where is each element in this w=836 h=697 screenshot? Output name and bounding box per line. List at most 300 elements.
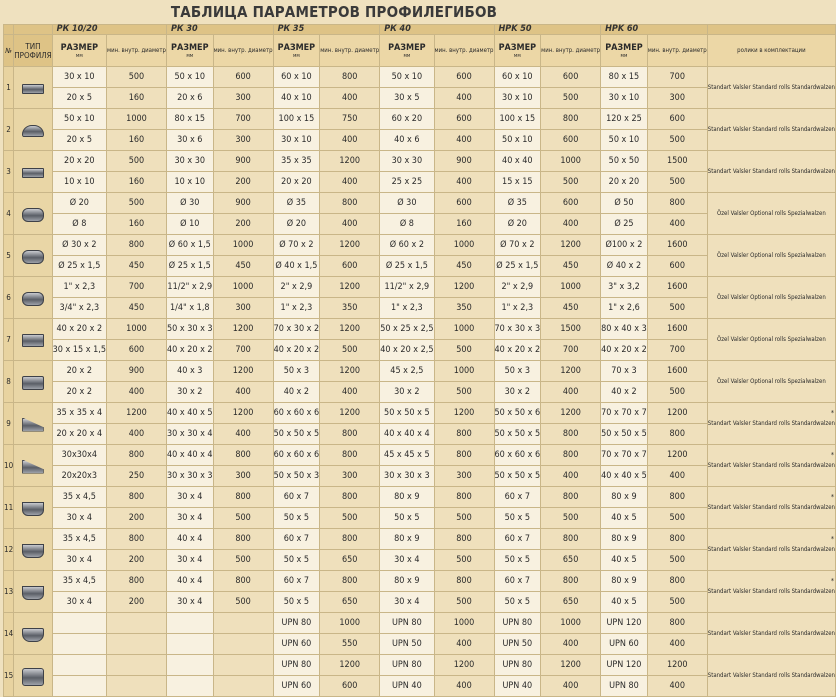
size-value: 60 x 7 [494, 571, 541, 592]
rollers-note [707, 67, 835, 109]
size-value: Ø 8 [52, 214, 106, 235]
diameter-value [213, 655, 273, 676]
diameter-value: 800 [107, 571, 167, 592]
size-value: 50 x 50 x 5 [273, 424, 320, 445]
min-diameter-header: мин. внутр. диаметр [107, 35, 167, 67]
size-value: 30 x 30 x 3 [166, 466, 213, 487]
size-value: UPN 40 [380, 676, 434, 697]
rollers-text: Standart Valsler Standard rolls Standardwalzen [707, 630, 835, 637]
diameter-value: 800 [107, 529, 167, 550]
diameter-value: 1000 [213, 235, 273, 256]
diameter-value [213, 634, 273, 655]
profile-image [14, 235, 52, 277]
rollers-note [707, 529, 835, 571]
star-mark: * [830, 577, 834, 585]
diameter-value: 1200 [541, 361, 601, 382]
rollers-text: Standart Valsler Standard rolls Standardwalzen [707, 420, 835, 427]
diameter-value: 400 [434, 130, 494, 151]
profile-flat-icon [22, 168, 43, 178]
size-value: 35 x 35 x 4 [52, 403, 106, 424]
row-number: 13 [4, 571, 14, 613]
diameter-value: 800 [107, 235, 167, 256]
size-value: 20 x 5 [52, 88, 106, 109]
diameter-value: 600 [434, 67, 494, 88]
profile-tube-icon [22, 292, 43, 306]
table-row [4, 403, 836, 424]
size-value: Ø 40 x 2 [601, 256, 648, 277]
row-number: 7 [4, 319, 14, 361]
diameter-value: 400 [541, 382, 601, 403]
size-value: 40 x 20 x 2 [601, 340, 648, 361]
rollers-text: Standart Valsler Standard rolls Standardwalzen [707, 126, 835, 133]
diameter-value: 1200 [213, 403, 273, 424]
size-value: 30 x 4 [52, 508, 106, 529]
size-value: UPN 120 [601, 613, 648, 634]
diameter-value: 1600 [647, 361, 707, 382]
profile-tube-icon [22, 250, 43, 264]
size-value: Ø 25 [601, 214, 648, 235]
size-value: 40 x 20 x 2 [52, 319, 106, 340]
size-unit: мм [620, 52, 628, 59]
profile-image [14, 151, 52, 193]
diameter-value: 1000 [434, 319, 494, 340]
size-unit: мм [186, 52, 194, 59]
size-value: 50 x 5 [273, 550, 320, 571]
diameter-value: 300 [213, 298, 273, 319]
table-row [4, 571, 836, 592]
table-row [4, 151, 836, 172]
diameter-value [107, 655, 167, 676]
rollers-note [707, 571, 835, 613]
profile-rect-icon [22, 334, 43, 347]
diameter-value: 500 [107, 193, 167, 214]
size-header [273, 35, 320, 67]
machine-header: РК 30 [166, 25, 273, 35]
size-value: 80 x 9 [380, 529, 434, 550]
diameter-value: 500 [647, 298, 707, 319]
profile-image [14, 571, 52, 613]
table-row [4, 655, 836, 676]
profile-tee-icon [22, 502, 43, 516]
size-value: UPN 80 [273, 655, 320, 676]
size-value: 40 x 10 [273, 88, 320, 109]
profile-image [14, 445, 52, 487]
profile-image [14, 529, 52, 571]
diameter-value: 700 [647, 340, 707, 361]
diameter-value: 800 [647, 613, 707, 634]
diameter-value: 1200 [213, 361, 273, 382]
diameter-value: 700 [213, 109, 273, 130]
diameter-value: 400 [107, 424, 167, 445]
diameter-value: 500 [541, 508, 601, 529]
rollers-text: Standart Valsler Standard rolls Standardwalzen [707, 504, 835, 511]
size-header [52, 35, 106, 67]
diameter-value: 400 [541, 466, 601, 487]
row-number: 10 [4, 445, 14, 487]
diameter-value: 250 [107, 466, 167, 487]
diameter-value: 600 [107, 340, 167, 361]
diameter-value: 1200 [320, 361, 380, 382]
size-value: 30 x 5 [380, 88, 434, 109]
diameter-value: 400 [320, 214, 380, 235]
diameter-value: 500 [647, 550, 707, 571]
size-value: 50 x 50 x 5 [494, 466, 541, 487]
diameter-value: 1000 [213, 277, 273, 298]
diameter-value: 350 [320, 298, 380, 319]
rollers-note [707, 319, 835, 361]
rollers-note [707, 109, 835, 151]
star-mark: * [830, 493, 834, 501]
diameter-value: 200 [213, 172, 273, 193]
diameter-value: 1000 [320, 613, 380, 634]
profile-chan-icon [22, 628, 43, 642]
diameter-value: 800 [541, 571, 601, 592]
diameter-value [107, 613, 167, 634]
diameter-value: 1200 [541, 235, 601, 256]
size-value: 60 x 60 x 6 [494, 445, 541, 466]
rollers-note [707, 613, 835, 655]
diameter-value: 400 [320, 382, 380, 403]
size-label: РАЗМЕР [498, 42, 537, 53]
machine-header: РК 10/20 [52, 25, 166, 35]
diameter-value: 400 [434, 676, 494, 697]
size-value [166, 634, 213, 655]
diameter-value: 500 [213, 550, 273, 571]
size-value: 10 x 10 [52, 172, 106, 193]
diameter-value: 800 [434, 487, 494, 508]
size-value: 60 x 7 [494, 529, 541, 550]
size-value: 20 x 20 [273, 172, 320, 193]
size-value: Ø 8 [380, 214, 434, 235]
size-value: 40 x 40 x 5 [601, 466, 648, 487]
size-value: 30x30x4 [52, 445, 106, 466]
table-row [4, 529, 836, 550]
diameter-value: 160 [107, 172, 167, 193]
size-value: Ø 70 x 2 [273, 235, 320, 256]
size-value: Ø 30 [166, 193, 213, 214]
header-blank [707, 25, 835, 35]
page-title: ТАБЛИЦА ПАРАМЕТРОВ ПРОФИЛЕГИБОВ [170, 3, 498, 21]
profile-image [14, 613, 52, 655]
size-value [166, 655, 213, 676]
table-row [4, 445, 836, 466]
rollers-text: Özel Valsler Optional rolls Spezialwalzen [716, 210, 826, 217]
diameter-value: 600 [434, 109, 494, 130]
diameter-value: 1000 [107, 319, 167, 340]
size-value: 40 x 6 [380, 130, 434, 151]
diameter-value: 1200 [434, 655, 494, 676]
rollers-text: Standart Valsler Standard rolls Standardwalzen [707, 168, 835, 175]
profile-sq-icon [22, 376, 43, 390]
diameter-value: 800 [213, 571, 273, 592]
size-value: 20 x 2 [52, 382, 106, 403]
parameters-table [3, 24, 836, 697]
size-value: 50 x 10 [494, 130, 541, 151]
diameter-value: 450 [541, 256, 601, 277]
size-value: 30 x 4 [166, 592, 213, 613]
profile-ang-icon [22, 418, 43, 432]
size-value: 80 x 9 [601, 487, 648, 508]
diameter-value: 160 [107, 88, 167, 109]
diameter-value: 400 [213, 424, 273, 445]
diameter-value: 500 [213, 508, 273, 529]
table-row [4, 361, 836, 382]
profile-type-header: ТИП ПРОФИЛЯ [14, 35, 52, 67]
min-diameter-header: мин. внутр. диаметр [647, 35, 707, 67]
size-value: 30 x 30 [380, 151, 434, 172]
size-value: 30 x 4 [52, 550, 106, 571]
diameter-value: 1000 [107, 109, 167, 130]
profile-image [14, 193, 52, 235]
rollers-text: Standart Valsler Standard rolls Standardwalzen [707, 84, 835, 91]
size-value: 50 x 5 [494, 550, 541, 571]
diameter-value: 900 [213, 151, 273, 172]
diameter-value: 650 [541, 550, 601, 571]
size-value: UPN 50 [380, 634, 434, 655]
diameter-value: 300 [213, 130, 273, 151]
table-row [4, 67, 836, 88]
diameter-value: 1200 [107, 403, 167, 424]
diameter-value: 800 [107, 487, 167, 508]
size-value: 60 x 10 [273, 67, 320, 88]
size-value: 50 x 50 x 3 [273, 466, 320, 487]
size-value: 35 x 4,5 [52, 487, 106, 508]
diameter-value: 400 [320, 88, 380, 109]
size-value: 50 x 3 [273, 361, 320, 382]
size-value: Ø 10 [166, 214, 213, 235]
diameter-value: 1500 [647, 151, 707, 172]
diameter-value: 200 [107, 550, 167, 571]
profile-image [14, 361, 52, 403]
size-value: 50 x 30 x 3 [166, 319, 213, 340]
diameter-value: 500 [647, 172, 707, 193]
size-value: Ø 25 x 1,5 [166, 256, 213, 277]
profile-ang-icon [22, 460, 43, 474]
size-header [494, 35, 541, 67]
diameter-value: 600 [541, 130, 601, 151]
diameter-value: 300 [320, 466, 380, 487]
size-value: Ø 20 [52, 193, 106, 214]
size-value: 30 x 10 [601, 88, 648, 109]
size-value: UPN 80 [494, 613, 541, 634]
rollers-text: Standart Valsler Standard rolls Standardwalzen [707, 588, 835, 595]
diameter-value: 1200 [320, 235, 380, 256]
size-value: 40 x 2 [273, 382, 320, 403]
diameter-value: 300 [213, 466, 273, 487]
diameter-value: 1200 [434, 277, 494, 298]
diameter-value: 800 [541, 445, 601, 466]
size-label: РАЗМЕР [605, 42, 643, 53]
size-value: 20 x 20 [601, 172, 648, 193]
size-header [601, 35, 648, 67]
diameter-value: 700 [541, 340, 601, 361]
table-row [4, 277, 836, 298]
diameter-value: 400 [434, 172, 494, 193]
row-number: 6 [4, 277, 14, 319]
row-number: 11 [4, 487, 14, 529]
size-value [52, 655, 106, 676]
diameter-value: 300 [434, 466, 494, 487]
header-blank [14, 25, 52, 35]
diameter-value: 650 [541, 592, 601, 613]
diameter-value: 350 [434, 298, 494, 319]
diameter-value: 800 [647, 193, 707, 214]
rollers-note [707, 193, 835, 235]
size-value: 40 x 40 x 5 [166, 403, 213, 424]
diameter-value: 400 [541, 214, 601, 235]
size-header [380, 35, 434, 67]
size-value: 60 x 7 [494, 487, 541, 508]
size-label: РАЗМЕР [60, 42, 99, 53]
profile-image [14, 67, 52, 109]
size-value: 11/2" x 2,9 [380, 277, 434, 298]
size-value: Ø 70 x 2 [494, 235, 541, 256]
diameter-value: 1200 [320, 655, 380, 676]
size-value: 30 x 2 [166, 382, 213, 403]
diameter-value: 800 [647, 529, 707, 550]
size-value: 30 x 4 [380, 592, 434, 613]
diameter-value: 1600 [647, 277, 707, 298]
size-value: 45 x 45 x 5 [380, 445, 434, 466]
size-value: 40 x 20 x 2 [166, 340, 213, 361]
size-value: Ø 30 x 2 [52, 235, 106, 256]
diameter-value: 300 [213, 88, 273, 109]
size-value: 60 x 20 [380, 109, 434, 130]
size-value: 30 x 4 [52, 592, 106, 613]
profile-tube-icon [22, 208, 43, 222]
diameter-value: 600 [320, 676, 380, 697]
diameter-value: 800 [647, 487, 707, 508]
row-number: 14 [4, 613, 14, 655]
size-value: 3" x 3,2 [601, 277, 648, 298]
diameter-value: 400 [647, 214, 707, 235]
size-label: РАЗМЕР [277, 42, 316, 53]
diameter-value: 500 [647, 592, 707, 613]
size-value: Ø 40 x 1,5 [273, 256, 320, 277]
size-value: 50 x 5 [273, 508, 320, 529]
size-value: 40 x 20 x 2,5 [380, 340, 434, 361]
size-value: 30 x 30 x 3 [380, 466, 434, 487]
row-number: 9 [4, 403, 14, 445]
size-value: 80 x 9 [601, 571, 648, 592]
diameter-value [213, 676, 273, 697]
profile-image [14, 109, 52, 151]
size-value: UPN 60 [273, 676, 320, 697]
diameter-value: 500 [107, 151, 167, 172]
size-value: 60 x 7 [273, 571, 320, 592]
row-number: 2 [4, 109, 14, 151]
diameter-value: 200 [107, 508, 167, 529]
diameter-value: 800 [320, 487, 380, 508]
diameter-value: 800 [213, 445, 273, 466]
diameter-value: 800 [320, 424, 380, 445]
row-number: 5 [4, 235, 14, 277]
diameter-value: 800 [107, 445, 167, 466]
size-value: UPN 80 [380, 613, 434, 634]
size-value: 70 x 30 x 2 [273, 319, 320, 340]
size-value: 1" x 2,6 [601, 298, 648, 319]
profile-image [14, 277, 52, 319]
size-value: 30 x 4 [166, 508, 213, 529]
diameter-value: 1200 [320, 403, 380, 424]
size-value: 60 x 7 [273, 487, 320, 508]
diameter-value: 800 [434, 445, 494, 466]
diameter-value: 800 [541, 109, 601, 130]
diameter-value: 800 [434, 529, 494, 550]
diameter-value: 400 [647, 466, 707, 487]
size-value: 30 x 10 [494, 88, 541, 109]
rollers-note [707, 445, 835, 487]
table-row [4, 613, 836, 634]
diameter-value: 1200 [541, 655, 601, 676]
diameter-value: 1000 [541, 151, 601, 172]
no-header: № [4, 35, 14, 67]
diameter-value: 160 [434, 214, 494, 235]
size-value: Ø 25 x 1,5 [52, 256, 106, 277]
diameter-value: 700 [647, 67, 707, 88]
machine-header: HPK 60 [601, 25, 708, 35]
size-value: 30 x 4 [166, 487, 213, 508]
size-value: 30 x 30 [166, 151, 213, 172]
size-label: РАЗМЕР [171, 42, 209, 53]
size-value: 70 x 70 x 7 [601, 445, 648, 466]
rollers-note [707, 235, 835, 277]
size-value: 11/2" x 2,9 [166, 277, 213, 298]
size-value [52, 613, 106, 634]
diameter-value: 800 [320, 571, 380, 592]
size-value: 1" x 2,3 [494, 298, 541, 319]
diameter-value: 600 [213, 67, 273, 88]
row-number: 8 [4, 361, 14, 403]
diameter-value: 160 [107, 130, 167, 151]
size-value: UPN 80 [273, 613, 320, 634]
profile-image [14, 487, 52, 529]
size-value: 40 x 40 [494, 151, 541, 172]
size-value: 30 x 4 [380, 550, 434, 571]
size-value: 40 x 5 [601, 508, 648, 529]
size-value: Ø 20 [494, 214, 541, 235]
rollers-note [707, 487, 835, 529]
profile-tee-icon [22, 586, 43, 600]
size-value: 70 x 30 x 3 [494, 319, 541, 340]
rollers-note [707, 655, 835, 697]
diameter-value: 800 [541, 529, 601, 550]
diameter-value: 500 [107, 67, 167, 88]
size-value: Ø 60 x 1,5 [166, 235, 213, 256]
star-mark: * [830, 451, 834, 459]
rollers-text: Özel Valsler Optional rolls Spezialwalzen [716, 294, 826, 301]
size-value: 40 x 40 x 4 [166, 445, 213, 466]
size-value: 100 x 15 [273, 109, 320, 130]
size-unit: мм [513, 52, 521, 59]
size-value: 30 x 15 x 1,5 [52, 340, 106, 361]
profile-flat-icon [22, 84, 43, 94]
diameter-value: 600 [434, 193, 494, 214]
size-value [52, 634, 106, 655]
rollers-text: Standart Valsler Standard rolls Standardwalzen [707, 546, 835, 553]
diameter-value: 400 [647, 676, 707, 697]
size-value: UPN 60 [601, 634, 648, 655]
size-value: 60 x 7 [273, 529, 320, 550]
size-value: UPN 50 [494, 634, 541, 655]
diameter-value: 400 [434, 88, 494, 109]
diameter-value: 200 [213, 214, 273, 235]
size-value: 30 x 10 [52, 67, 106, 88]
size-value: UPN 40 [494, 676, 541, 697]
size-value: 80 x 9 [380, 487, 434, 508]
size-value: Ø 25 x 1,5 [494, 256, 541, 277]
diameter-value: 500 [434, 340, 494, 361]
